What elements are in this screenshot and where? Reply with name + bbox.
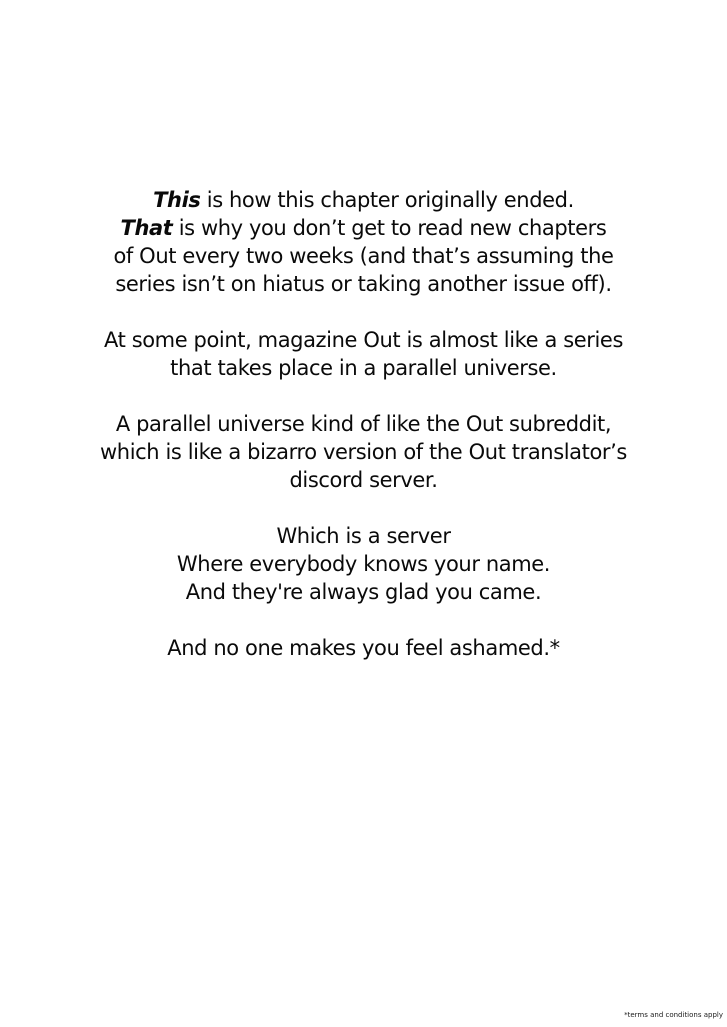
text-line xyxy=(0,242,727,270)
text-line xyxy=(0,522,727,550)
line-text: is how this chapter originally ended. xyxy=(200,188,574,212)
line-text: Where everybody knows your name. xyxy=(176,552,551,576)
text-line xyxy=(0,410,727,438)
emphasized-word: That xyxy=(120,216,173,240)
line-text: And no one makes you feel ashamed.* xyxy=(167,636,560,660)
line-text: Which is a server xyxy=(276,524,451,548)
text-line xyxy=(0,214,727,242)
line-text: series isn’t on hiatus or taking another issue off). xyxy=(115,272,612,296)
line-text: discord server. xyxy=(289,468,438,492)
paragraph-1 xyxy=(0,186,727,298)
line-text: At some point, magazine Out is almost like a series xyxy=(103,328,623,352)
paragraph-5 xyxy=(0,634,727,662)
translator-note xyxy=(0,186,727,690)
text-line xyxy=(0,634,727,662)
line-text: And they're always glad you came. xyxy=(185,580,542,604)
text-line xyxy=(0,438,727,466)
line-text: A parallel universe kind of like the Out subreddit, xyxy=(115,412,612,436)
text-line xyxy=(0,466,727,494)
text-line xyxy=(0,186,727,214)
terms-footnote: *terms and conditions apply xyxy=(624,1011,723,1019)
paragraph-2 xyxy=(0,326,727,382)
paragraph-3 xyxy=(0,410,727,494)
text-line xyxy=(0,270,727,298)
emphasized-word: This xyxy=(153,188,201,212)
text-line xyxy=(0,354,727,382)
paragraph-4 xyxy=(0,522,727,606)
text-line xyxy=(0,326,727,354)
line-text: of Out every two weeks (and that’s assuming the xyxy=(113,244,614,268)
line-text: is why you don’t get to read new chapters xyxy=(172,216,607,240)
text-line xyxy=(0,578,727,606)
line-text: that takes place in a parallel universe. xyxy=(170,356,557,380)
text-line xyxy=(0,550,727,578)
line-text: which is like a bizarro version of the Out translator’s xyxy=(100,440,627,464)
